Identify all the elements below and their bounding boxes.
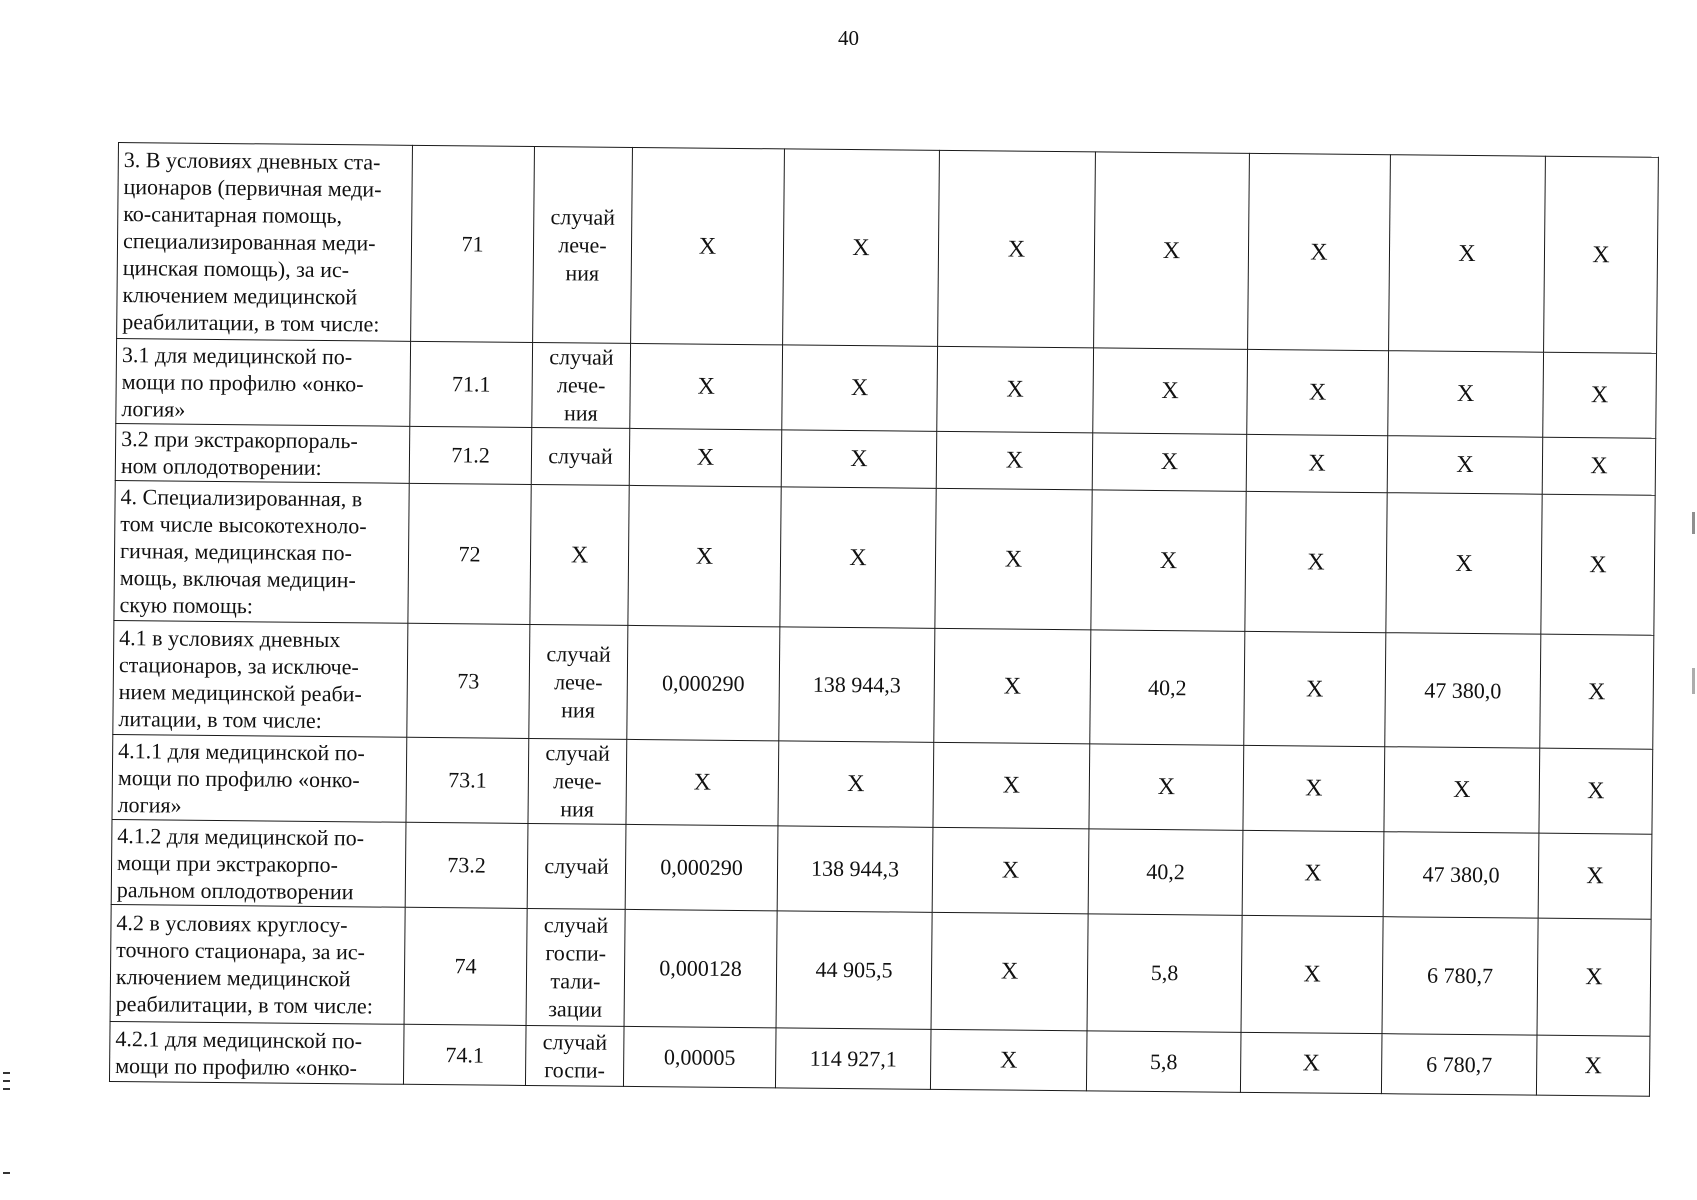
value-cell: X (1541, 494, 1655, 635)
value-cell: X (1540, 634, 1654, 749)
table-row (117, 143, 1659, 354)
value-cell: X (780, 487, 936, 628)
table-row (110, 904, 1651, 1036)
value-cell: X (1384, 747, 1540, 833)
value-cell: 138 944,3 (777, 826, 933, 912)
value-cell: X (631, 147, 785, 344)
value-cell: X (1246, 434, 1388, 492)
value-cell: X (931, 912, 1088, 1030)
value-cell: X (626, 739, 779, 825)
value-cell: 6 780,7 (1382, 917, 1538, 1035)
value-cell: 0,000128 (624, 909, 777, 1027)
row-unit: X (530, 484, 629, 625)
value-cell: 0,000290 (625, 824, 778, 910)
value-cell: X (1248, 153, 1391, 350)
value-cell: 40,2 (1090, 630, 1245, 745)
value-cell: X (628, 485, 781, 626)
value-cell: 47 380,0 (1383, 832, 1539, 918)
value-cell: X (1092, 433, 1247, 491)
row-code: 72 (408, 483, 531, 624)
row-code: 73.1 (406, 737, 529, 823)
value-cell: X (1240, 1032, 1382, 1093)
table-row (114, 480, 1655, 635)
row-code: 71.1 (410, 341, 533, 427)
value-cell: X (1388, 351, 1544, 437)
value-cell: 40,2 (1088, 829, 1243, 915)
row-label: 3.1 для медицинской по- мощи по профилю «онко- логия» (116, 338, 411, 426)
value-cell: X (783, 149, 940, 346)
value-cell: X (1243, 745, 1385, 831)
scan-mark (1692, 668, 1695, 694)
value-cell: X (1543, 352, 1657, 438)
value-cell: X (1244, 631, 1386, 746)
row-code: 71 (411, 145, 535, 342)
value-cell: X (938, 150, 1096, 347)
value-cell: 44 905,5 (776, 911, 932, 1029)
value-cell: X (781, 430, 937, 488)
value-cell: 0,000290 (627, 625, 780, 740)
row-unit: случай (527, 823, 626, 909)
value-cell: X (1539, 748, 1653, 834)
value-cell: X (1386, 493, 1542, 634)
row-code: 74.1 (403, 1024, 526, 1085)
value-cell: 138 944,3 (779, 627, 935, 742)
page-number: 40 (838, 26, 859, 50)
scan-mark (3, 1080, 10, 1082)
value-cell: X (1537, 918, 1651, 1036)
row-code: 73 (407, 623, 530, 738)
value-cell: X (937, 346, 1094, 432)
value-cell: X (935, 488, 1092, 629)
row-label: 4.1 в условиях дневных стационаров, за исключе- нием медицинской реаби- литации, в том числе: (113, 620, 408, 737)
value-cell: X (1094, 152, 1250, 349)
row-code: 71.2 (409, 426, 532, 484)
value-cell: X (1242, 830, 1384, 916)
table-row (116, 338, 1657, 438)
row-label: 4.2.1 для медицинской по- мощи по профилю «онко- (109, 1021, 404, 1084)
value-cell: X (1091, 490, 1246, 631)
table-row (111, 819, 1652, 919)
row-unit: случай госпи- (525, 1025, 624, 1086)
value-cell: X (934, 628, 1091, 743)
row-label: 3. В условиях дневных ста- ционаров (первичная меди- ко-санитарная помощь, специализированная меди- цинская помощь), за ис- ключением медицинской реабилитации, в том числе: (117, 143, 413, 342)
value-cell: X (1089, 744, 1244, 830)
value-cell: X (1542, 437, 1656, 495)
value-cell: X (1389, 155, 1546, 352)
value-cell: X (1247, 349, 1389, 435)
row-unit: случай лече- ния (528, 738, 627, 824)
value-cell: 5,8 (1086, 1031, 1241, 1092)
value-cell: 47 380,0 (1385, 633, 1541, 748)
value-cell: X (630, 343, 783, 429)
value-cell: X (1093, 348, 1248, 434)
row-label: 3.2 при экстракорпораль- ном оплодотворении: (115, 423, 410, 483)
row-unit: случай лече- ния (533, 146, 633, 343)
value-cell: X (1538, 833, 1652, 919)
row-label: 4.1.1 для медицинской по- мощи по профилю «онко- логия» (112, 734, 407, 822)
value-cell: 0,00005 (623, 1026, 776, 1087)
value-cell: X (782, 345, 938, 431)
value-cell: X (1544, 156, 1659, 353)
value-cell: X (1241, 915, 1383, 1033)
value-cell: X (778, 741, 934, 827)
value-cell: X (1245, 491, 1387, 632)
value-cell: X (930, 1029, 1087, 1090)
value-cell: X (936, 431, 1093, 489)
value-cell: X (629, 428, 782, 486)
row-unit: случай лече- ния (532, 342, 631, 428)
value-cell: 5,8 (1087, 914, 1242, 1032)
row-code: 73.2 (405, 822, 528, 908)
row-unit: случай лече- ния (529, 624, 628, 739)
scan-mark (1692, 512, 1695, 534)
scan-mark (3, 1172, 10, 1174)
table-row (112, 734, 1653, 834)
scan-mark (3, 1088, 10, 1090)
row-label: 4. Специализированная, в том числе высокотехноло- гичная, медицинская по- мощь, включая медицин- скую помощь: (114, 480, 409, 623)
row-label: 4.1.2 для медицинской по- мощи при экстракорпо- ральном оплодотворении (111, 819, 406, 907)
value-cell: X (1387, 436, 1543, 494)
value-cell: 114 927,1 (775, 1028, 931, 1089)
row-code: 74 (404, 907, 527, 1025)
table-row (113, 620, 1654, 749)
scan-mark (3, 1072, 10, 1074)
value-cell: X (933, 742, 1090, 828)
value-cell: X (1536, 1035, 1650, 1096)
row-unit: случай (531, 427, 630, 485)
data-table (109, 142, 1659, 1097)
row-label: 4.2 в условиях круглосу- точного стационара, за ис- ключением медицинской реабилитации, в том числе: (110, 904, 405, 1024)
value-cell: X (932, 827, 1089, 913)
value-cell: 6 780,7 (1381, 1034, 1537, 1095)
row-unit: случай госпи- тали- зации (526, 908, 625, 1026)
